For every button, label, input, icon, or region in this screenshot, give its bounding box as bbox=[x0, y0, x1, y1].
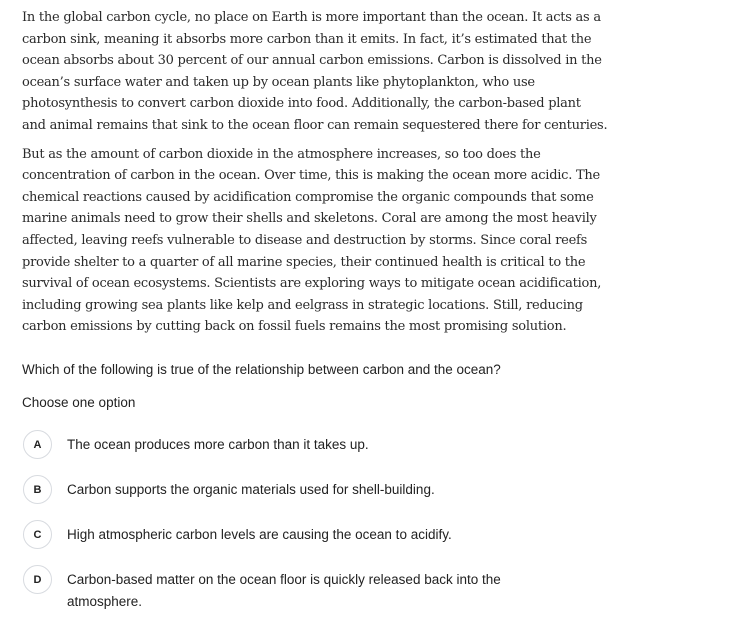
option-letter-badge: A bbox=[23, 430, 52, 459]
passage-line: carbon sink, meaning it absorbs more carbon than it emits. In fact, it’s estimated that the bbox=[22, 31, 592, 47]
option-text: The ocean produces more carbon than it takes up. bbox=[67, 437, 369, 452]
passage-line: affected, leaving reefs vulnerable to disease and destruction by storms. Since coral reefs bbox=[22, 232, 588, 248]
passage-line: In the global carbon cycle, no place on Earth is more important than the ocean. It acts as a bbox=[22, 10, 601, 25]
passage-line: photosynthesis to convert carbon dioxide into food. Additionally, the carbon-based plant bbox=[22, 96, 581, 112]
passage-line: ocean absorbs about 30 percent of our annual carbon emissions. Carbon is dissolved in the bbox=[22, 53, 602, 69]
passage-line: ocean’s surface water and taken up by ocean plants like phytoplankton, who use bbox=[22, 74, 535, 90]
option-text: Carbon-based matter on the ocean floor is quickly released back into the atmosphere. bbox=[67, 572, 501, 609]
option-letter-badge: C bbox=[23, 520, 52, 549]
option-c[interactable] bbox=[23, 524, 527, 549]
passage-line: marine animals need to grow their shells and skeletons. Coral are among the most heavily bbox=[22, 211, 597, 227]
option-text: High atmospheric carbon levels are causing the ocean to acidify. bbox=[67, 527, 452, 542]
passage-line: including growing sea plants like kelp and eelgrass in strategic locations. Still, reducing bbox=[22, 297, 583, 313]
passage-line: chemical reactions caused by acidification compromise the organic compounds that some bbox=[22, 189, 594, 205]
passage-line: But as the amount of carbon dioxide in the atmosphere increases, so too does the bbox=[22, 146, 541, 162]
passage-line: carbon emissions by cutting back on fossil fuels remains the most promising solution. bbox=[22, 319, 567, 335]
passage-line: and animal remains that sink to the ocean floor can remain sequestered there for centuries. bbox=[22, 117, 608, 133]
option-d[interactable] bbox=[23, 569, 507, 613]
option-b[interactable] bbox=[23, 479, 527, 504]
option-text: Carbon supports the organic materials used for shell-building. bbox=[67, 482, 435, 497]
option-letter-badge: D bbox=[23, 565, 52, 594]
passage-line: concentration of carbon in the ocean. Over time, this is making the ocean more acidic. The bbox=[22, 168, 600, 184]
passage-paragraph-1 bbox=[22, 7, 608, 137]
option-a[interactable] bbox=[23, 434, 527, 459]
instruction-text: Choose one option bbox=[22, 395, 136, 410]
passage-line: provide shelter to a quarter of all marine species, their continued health is critical to the bbox=[22, 254, 586, 270]
reading-passage bbox=[22, 7, 608, 345]
option-letter-badge: B bbox=[23, 475, 52, 504]
question-text: Which of the following is true of the relationship between carbon and the ocean? bbox=[22, 362, 501, 377]
passage-line: survival of ocean ecosystems. Scientists are exploring ways to mitigate ocean acidification, bbox=[22, 276, 602, 292]
passage-paragraph-2 bbox=[22, 144, 602, 338]
